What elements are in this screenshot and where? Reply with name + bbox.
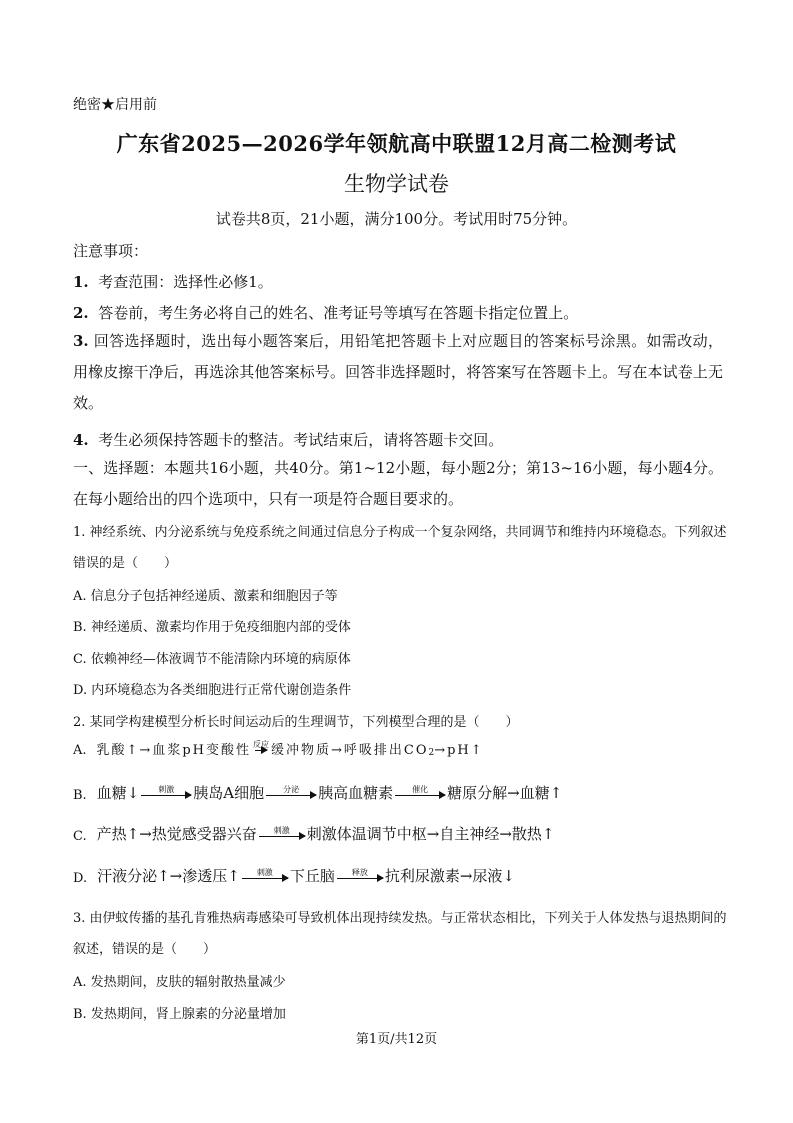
arrow-icon xyxy=(266,785,316,803)
arrow-label: 催化 xyxy=(412,785,429,794)
question-1-option-d: D. 内环境稳态为各类细胞进行正常代谢创造条件 xyxy=(73,683,352,698)
arrow-icon xyxy=(253,740,269,758)
question-3-option-a: A. 发热期间，皮肤的辐射散热量减少 xyxy=(73,975,286,990)
arrow-icon xyxy=(242,868,288,886)
arrow-label: 分泌 xyxy=(283,785,300,794)
formula-text: 下丘脑 xyxy=(289,867,335,885)
notes-heading: 注意事项： xyxy=(73,242,149,260)
arrow-label: 反应 xyxy=(252,740,269,749)
formula-text: 产热↑→热觉感受器兴奋 xyxy=(96,825,257,843)
question-1-option-b: B. 神经递质、激素均作用于免疫细胞内部的受体 xyxy=(73,620,351,635)
exam-subtitle: 生物学试卷 xyxy=(344,172,449,196)
note-item xyxy=(73,326,723,419)
formula-text: 糖原分解→血糖↑ xyxy=(447,784,563,802)
question-3-option-b: B. 发热期间，肾上腺素的分泌量增加 xyxy=(73,1007,286,1022)
question-2-option-d xyxy=(73,865,515,886)
arrow-label: 刺激 xyxy=(273,826,290,835)
formula-text: 胰高血糖素 xyxy=(318,784,394,802)
option-letter: C. xyxy=(73,829,87,844)
arrow-label: 刺激 xyxy=(256,868,273,877)
arrow-label: 释放 xyxy=(351,868,368,877)
question-2-option-c xyxy=(73,823,554,844)
formula-text: 胰岛A细胞 xyxy=(193,784,265,802)
formula-text: 刺激体温调节中枢→自主神经→散热↑ xyxy=(306,825,555,843)
note-number: 3. xyxy=(73,332,89,350)
subscript: 2 xyxy=(428,748,435,758)
note-text: 回答选择题时，选出每小题答案后，用铅笔把答题卡上对应题目的答案标号涂黑。如需改动，用橡皮擦干净后，再选涂其他答案标号。回答非选择题时，将答案写在答题卡上。写在本试卷上无效。 xyxy=(73,332,723,412)
note-number: 1. xyxy=(73,273,89,291)
page-number: 第1页/共12页 xyxy=(355,1032,438,1047)
question-1-option-c: C. 依赖神经—体液调节不能清除内环境的病原体 xyxy=(73,652,351,667)
arrow-label: 刺激 xyxy=(158,785,175,794)
formula-text: →pH↑ xyxy=(434,743,484,758)
exam-info: 试卷共8页，21小题，满分100分。考试用时75分钟。 xyxy=(215,210,578,228)
formula-text: 乳酸↑→血浆pH变酸性 xyxy=(96,743,251,758)
question-1-stem: 1. 神经系统、内分泌系统与免疫系统之间通过信息分子构成一个复杂网络，共同调节和维持内环境稳态。下列叙述错误的是（ ） xyxy=(73,525,727,571)
formula-text: 抗利尿激素→尿液↓ xyxy=(384,867,515,885)
note-number: 4. xyxy=(73,431,89,449)
arrow-icon xyxy=(141,785,191,803)
arrow-icon xyxy=(337,868,383,886)
confidential-label: 绝密★启用前 xyxy=(73,97,157,113)
note-item xyxy=(73,302,578,323)
formula-text: 血糖↓ xyxy=(96,784,140,802)
formula-text: 汗液分泌↑→渗透压↑ xyxy=(97,867,240,885)
note-text: 考查范围：选择性必修1。 xyxy=(98,273,273,291)
note-item xyxy=(73,271,273,292)
arrow-icon xyxy=(395,785,445,803)
question-2-option-a xyxy=(73,739,484,758)
formula-text: 缓冲物质→呼吸排出CO xyxy=(270,743,429,758)
question-2-stem: 2. 某同学构建模型分析长时间运动后的生理调节，下列模型合理的是（ ） xyxy=(73,715,519,730)
option-letter: D. xyxy=(73,871,88,886)
option-letter: A. xyxy=(73,743,87,758)
option-letter: B. xyxy=(73,788,87,803)
question-2-option-b xyxy=(73,782,562,803)
note-number: 2. xyxy=(73,304,89,322)
arrow-icon xyxy=(259,826,305,844)
question-1-option-a: A. 信息分子包括神经递质、激素和细胞因子等 xyxy=(73,589,338,604)
note-text: 考生必须保持答题卡的整洁。考试结束后，请将答题卡交回。 xyxy=(98,431,504,449)
section-heading: 一、选择题：本题共16小题，共40分。第1~12小题，每小题2分；第13~16小题，每小题4分。在每小题给出的四个选项中，只有一项是符合题目要求的。 xyxy=(73,459,723,508)
note-text: 答卷前，考生务必将自己的姓名、准考证号等填写在答题卡指定位置上。 xyxy=(98,304,579,322)
exam-title: 广东省2025—2026学年领航高中联盟12月高二检测考试 xyxy=(116,131,677,156)
note-item xyxy=(73,429,503,450)
question-3-stem: 3. 由伊蚊传播的基孔肯雅热病毒感染可导致机体出现持续发热。与正常状态相比，下列关于人体发热与退热期间的叙述，错误的是（ ） xyxy=(73,911,727,957)
